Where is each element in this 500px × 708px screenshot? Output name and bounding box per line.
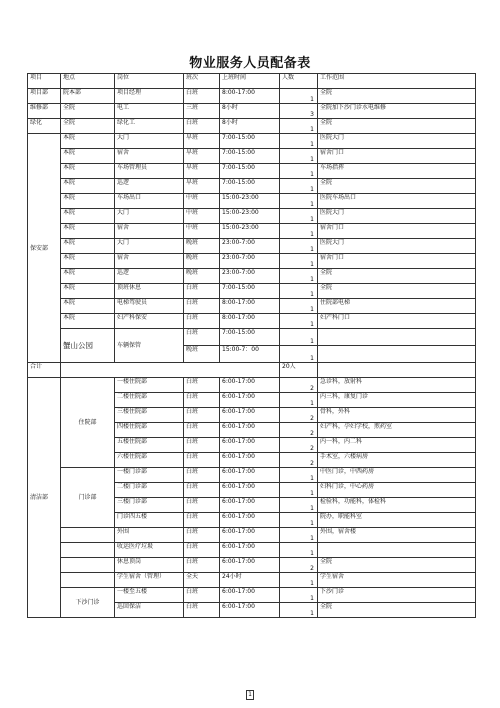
table-cell: 24小时	[220, 573, 280, 588]
table-cell: 晚班	[184, 254, 220, 269]
table-cell: 绿化工	[115, 119, 184, 134]
table-row	[28, 149, 476, 164]
staffing-table	[27, 73, 476, 618]
table-cell: 7:00-15:00	[220, 149, 280, 164]
table-cell: 内一科，内二科	[318, 438, 476, 453]
table-cell: 白班	[184, 558, 220, 573]
table-row	[28, 573, 476, 588]
table-cell: 本院	[61, 224, 115, 239]
empty-cell	[61, 528, 115, 543]
table-cell: 7:00-15:00	[220, 179, 280, 194]
table-cell: 白班	[184, 453, 220, 468]
table-cell: 巡逻	[115, 179, 184, 194]
table-cell: 2	[280, 558, 318, 573]
table-cell: 全院	[318, 269, 476, 284]
table-row	[28, 329, 476, 346]
table-cell: 项目部	[28, 89, 61, 104]
table-cell: 白班	[184, 393, 220, 408]
column-header: 岗位	[115, 74, 184, 89]
table-cell: 大门	[115, 209, 184, 224]
table-cell: 7:00-15:00	[220, 164, 280, 179]
table-cell: 三楼住院部	[115, 408, 184, 423]
table-cell: 3	[280, 104, 318, 119]
table-cell: 本院	[61, 164, 115, 179]
table-cell: 1	[280, 209, 318, 224]
column-header: 项目	[28, 74, 61, 89]
table-cell: 本院	[61, 239, 115, 254]
table-cell: 8小时	[220, 119, 280, 134]
table-cell	[318, 543, 476, 558]
table-cell: 全院	[318, 89, 476, 104]
table-cell: 6:00-17:00	[220, 378, 280, 393]
table-cell: 15:00-23:00	[220, 194, 280, 209]
table-cell: 中班	[184, 224, 220, 239]
table-cell: 妇科门诊，中心药房	[318, 483, 476, 498]
table-cell: 15:00-23:00	[220, 224, 280, 239]
table-cell: 学生宿舍	[318, 573, 476, 588]
table-cell: 五楼住院部	[115, 438, 184, 453]
table-cell: 本院	[61, 209, 115, 224]
table-cell: 内三科，康复门诊	[318, 393, 476, 408]
total-row	[28, 363, 476, 378]
table-row	[28, 558, 476, 573]
table-cell: 一楼住院部	[115, 378, 184, 393]
table-cell: 1	[280, 314, 318, 329]
table-cell: 白班	[184, 299, 220, 314]
location-cell: 门诊部	[61, 468, 115, 528]
table-row	[28, 284, 476, 299]
table-cell: 全院	[61, 104, 115, 119]
page-number: 1	[246, 690, 254, 700]
table-cell: 医院大门	[318, 209, 476, 224]
table-cell: 车场管理员	[115, 164, 184, 179]
table-cell: 1	[280, 603, 318, 618]
empty-cell	[318, 363, 476, 378]
table-cell: 2	[280, 438, 318, 453]
table-cell: 车场出口	[115, 194, 184, 209]
table-cell	[318, 329, 476, 346]
table-row	[28, 239, 476, 254]
table-cell: 院办，职能科室	[318, 513, 476, 528]
table-row	[28, 378, 476, 393]
table-cell: 大门	[115, 134, 184, 149]
table-cell: 外围	[115, 528, 184, 543]
table-cell: 骨科，外科	[318, 408, 476, 423]
table-cell: 15:00-23:00	[220, 209, 280, 224]
column-header: 人数	[280, 74, 318, 89]
column-header: 班次	[184, 74, 220, 89]
table-cell: 巡回保洁	[115, 603, 184, 618]
table-cell: 急诊科，放射科	[318, 378, 476, 393]
table-cell: 6:00-17:00	[220, 558, 280, 573]
table-cell: 宿舍	[115, 254, 184, 269]
table-cell: 巡逻	[115, 269, 184, 284]
table-cell: 电工	[115, 104, 184, 119]
table-cell: 中班	[184, 209, 220, 224]
table-cell: 全天	[184, 573, 220, 588]
table-cell: 白班	[184, 513, 220, 528]
table-cell: 早班	[184, 179, 220, 194]
table-cell: 8:00-17:00	[220, 299, 280, 314]
table-row	[28, 164, 476, 179]
table-row	[28, 224, 476, 239]
table-cell: 电梯驾驶员	[115, 299, 184, 314]
table-cell: 8小时	[220, 104, 280, 119]
location-cell: 住院部	[61, 378, 115, 468]
table-cell: 全院	[318, 179, 476, 194]
table-cell: 项目经理	[115, 89, 184, 104]
table-row	[28, 528, 476, 543]
page-title: 物业服务人员配备表	[189, 56, 311, 71]
table-header-row	[28, 74, 476, 89]
column-header: 工作范围	[318, 74, 476, 89]
table-cell: 三楼门诊部	[115, 498, 184, 513]
post-cell: 车辆保管	[115, 329, 184, 363]
table-cell: 8:00-17:00	[220, 89, 280, 104]
table-cell: 2	[280, 453, 318, 468]
empty-cell	[61, 558, 115, 573]
table-cell: 一楼门诊部	[115, 468, 184, 483]
table-cell: 6:00-17:00	[220, 603, 280, 618]
table-cell: 白班	[184, 603, 220, 618]
table-cell: 白班	[184, 438, 220, 453]
table-cell: 7:00-15:00	[220, 134, 280, 149]
table-cell: 晚班	[184, 269, 220, 284]
table-cell: 白班	[184, 329, 220, 346]
table-cell: 8:00-17:00	[220, 314, 280, 329]
table-row	[28, 543, 476, 558]
table-cell: 白班	[184, 314, 220, 329]
empty-cell	[61, 573, 115, 588]
table-cell: 白班	[184, 498, 220, 513]
table-cell: 早班	[184, 164, 220, 179]
table-cell: 6:00-17:00	[220, 588, 280, 603]
department-cell: 保安部	[28, 134, 61, 363]
table-cell: 6:00-17:00	[220, 543, 280, 558]
table-cell: 四楼住院部	[115, 423, 184, 438]
table-cell: 6:00-17:00	[220, 513, 280, 528]
table-cell: 7:00-15:00	[220, 284, 280, 299]
table-row	[28, 89, 476, 104]
table-cell: 门诊四五楼	[115, 513, 184, 528]
table-cell: 休息顶岗	[115, 558, 184, 573]
empty-cell	[61, 363, 280, 378]
table-cell: 二楼住院部	[115, 393, 184, 408]
table-cell: 全院加下沙门诊水电维修	[318, 104, 476, 119]
table-cell: 1	[280, 89, 318, 104]
table-cell: 1	[280, 528, 318, 543]
table-cell: 维修部	[28, 104, 61, 119]
total-label: 合计	[28, 363, 61, 378]
table-cell: 本院	[61, 269, 115, 284]
table-cell: 1	[280, 393, 318, 408]
table-cell: 6:00-17:00	[220, 453, 280, 468]
table-cell: 1	[280, 299, 318, 314]
table-row	[28, 468, 476, 483]
table-cell: 住院部电梯	[318, 299, 476, 314]
table-cell: 2	[280, 408, 318, 423]
table-cell: 妇产科保安	[115, 314, 184, 329]
table-cell: 妇产科，孕妇学校，煎药室	[318, 423, 476, 438]
table-cell: 1	[280, 194, 318, 209]
table-cell: 6:00-17:00	[220, 423, 280, 438]
table-cell: 6:00-17:00	[220, 438, 280, 453]
table-cell: 宿舍门口	[318, 224, 476, 239]
table-row	[28, 314, 476, 329]
table-cell: 6:00-17:00	[220, 483, 280, 498]
table-cell: 顶班休息	[115, 284, 184, 299]
table-cell: 本院	[61, 299, 115, 314]
table-cell: 晚班	[184, 346, 220, 363]
table-cell: 1	[280, 149, 318, 164]
table-cell: 检验科，功能科，体检科	[318, 498, 476, 513]
table-cell: 宿舍	[115, 224, 184, 239]
table-row	[28, 254, 476, 269]
table-cell: 1	[280, 284, 318, 299]
table-cell: 1	[280, 483, 318, 498]
table-cell: 1	[280, 513, 318, 528]
table-row	[28, 209, 476, 224]
table-cell: 23:00-7:00	[220, 239, 280, 254]
table-cell: 医院车场出口	[318, 194, 476, 209]
table-cell: 大门	[115, 239, 184, 254]
table-cell: 白班	[184, 543, 220, 558]
table-cell: 宿舍	[115, 149, 184, 164]
table-cell: 白班	[184, 483, 220, 498]
table-row	[28, 134, 476, 149]
table-cell: 6:00-17:00	[220, 393, 280, 408]
table-cell: 15:00-7：00	[220, 346, 280, 363]
table-cell: 1	[280, 164, 318, 179]
table-cell: 2	[280, 423, 318, 438]
table-cell: 全院	[318, 284, 476, 299]
table-row	[28, 299, 476, 314]
table-row	[28, 119, 476, 134]
table-row	[28, 104, 476, 119]
table-cell: 1	[280, 224, 318, 239]
table-cell: 中医门诊，中西药房	[318, 468, 476, 483]
table-cell: 医院大门	[318, 134, 476, 149]
table-cell: 全院	[318, 558, 476, 573]
table-cell: 本院	[61, 284, 115, 299]
table-cell: 妇产科门口	[318, 314, 476, 329]
table-cell: 学生宿舍（管理）	[115, 573, 184, 588]
table-cell: 全院	[318, 119, 476, 134]
table-cell: 23:00-7:00	[220, 269, 280, 284]
table-cell: 全院	[61, 119, 115, 134]
table-cell: 1	[280, 179, 318, 194]
table-cell: 白班	[184, 588, 220, 603]
table-cell: 白班	[184, 119, 220, 134]
table-row	[28, 179, 476, 194]
table-cell: 白班	[184, 468, 220, 483]
column-header: 上班时间	[220, 74, 280, 89]
total-count: 20人	[280, 363, 318, 378]
table-cell: 下沙门诊	[318, 588, 476, 603]
location-cell: 下沙门诊	[61, 588, 115, 618]
table-cell: 1	[280, 329, 318, 346]
table-cell: 1	[280, 239, 318, 254]
table-cell: 白班	[184, 528, 220, 543]
table-cell: 六楼住院部	[115, 453, 184, 468]
column-header: 地点	[61, 74, 115, 89]
table-cell: 6:00-17:00	[220, 468, 280, 483]
table-cell: 全院	[318, 603, 476, 618]
table-cell	[318, 346, 476, 363]
table-cell: 白班	[184, 408, 220, 423]
table-cell: 1	[280, 498, 318, 513]
table-cell: 本院	[61, 179, 115, 194]
table-cell: 收运医疗垃圾	[115, 543, 184, 558]
table-cell: 1	[280, 254, 318, 269]
table-row	[28, 588, 476, 603]
table-cell: 本院	[61, 134, 115, 149]
table-cell: 院本部	[61, 89, 115, 104]
table-cell: 白班	[184, 423, 220, 438]
table-cell: 1	[280, 588, 318, 603]
table-cell: 白班	[184, 378, 220, 393]
table-cell: 二楼门诊部	[115, 483, 184, 498]
table-cell: 本院	[61, 194, 115, 209]
table-cell: 23:00-7:00	[220, 254, 280, 269]
table-cell: 早班	[184, 134, 220, 149]
table-cell: 1	[280, 543, 318, 558]
table-cell: 1	[280, 573, 318, 588]
table-cell: 晚班	[184, 239, 220, 254]
table-cell: 医院大门	[318, 239, 476, 254]
table-cell: 三班	[184, 104, 220, 119]
table-cell: 6:00-17:00	[220, 408, 280, 423]
table-cell: 白班	[184, 284, 220, 299]
table-cell: 本院	[61, 314, 115, 329]
table-cell: 宿舍门口	[318, 254, 476, 269]
table-cell: 一楼至五楼	[115, 588, 184, 603]
location-cell: 蟹山公园	[61, 329, 115, 363]
table-cell: 车场指挥	[318, 164, 476, 179]
table-row	[28, 194, 476, 209]
table-cell: 1	[280, 346, 318, 363]
table-cell: 本院	[61, 254, 115, 269]
table-cell: 1	[280, 119, 318, 134]
table-cell: 1	[280, 269, 318, 284]
table-cell: 早班	[184, 149, 220, 164]
table-cell: 6:00-17:00	[220, 528, 280, 543]
table-cell: 宿舍门口	[318, 149, 476, 164]
table-cell: 2	[280, 378, 318, 393]
empty-cell	[61, 543, 115, 558]
department-cell: 清洁部	[28, 378, 61, 618]
table-cell: 中班	[184, 194, 220, 209]
table-cell: 绿化	[28, 119, 61, 134]
table-cell: 手术室，六楼病房	[318, 453, 476, 468]
table-row	[28, 269, 476, 284]
table-cell: 1	[280, 468, 318, 483]
table-cell: 本院	[61, 149, 115, 164]
table-cell: 外围，宿舍楼	[318, 528, 476, 543]
table-cell: 白班	[184, 89, 220, 104]
table-cell: 6:00-17:00	[220, 498, 280, 513]
table-cell: 7:00-15:00	[220, 329, 280, 346]
table-cell: 1	[280, 134, 318, 149]
